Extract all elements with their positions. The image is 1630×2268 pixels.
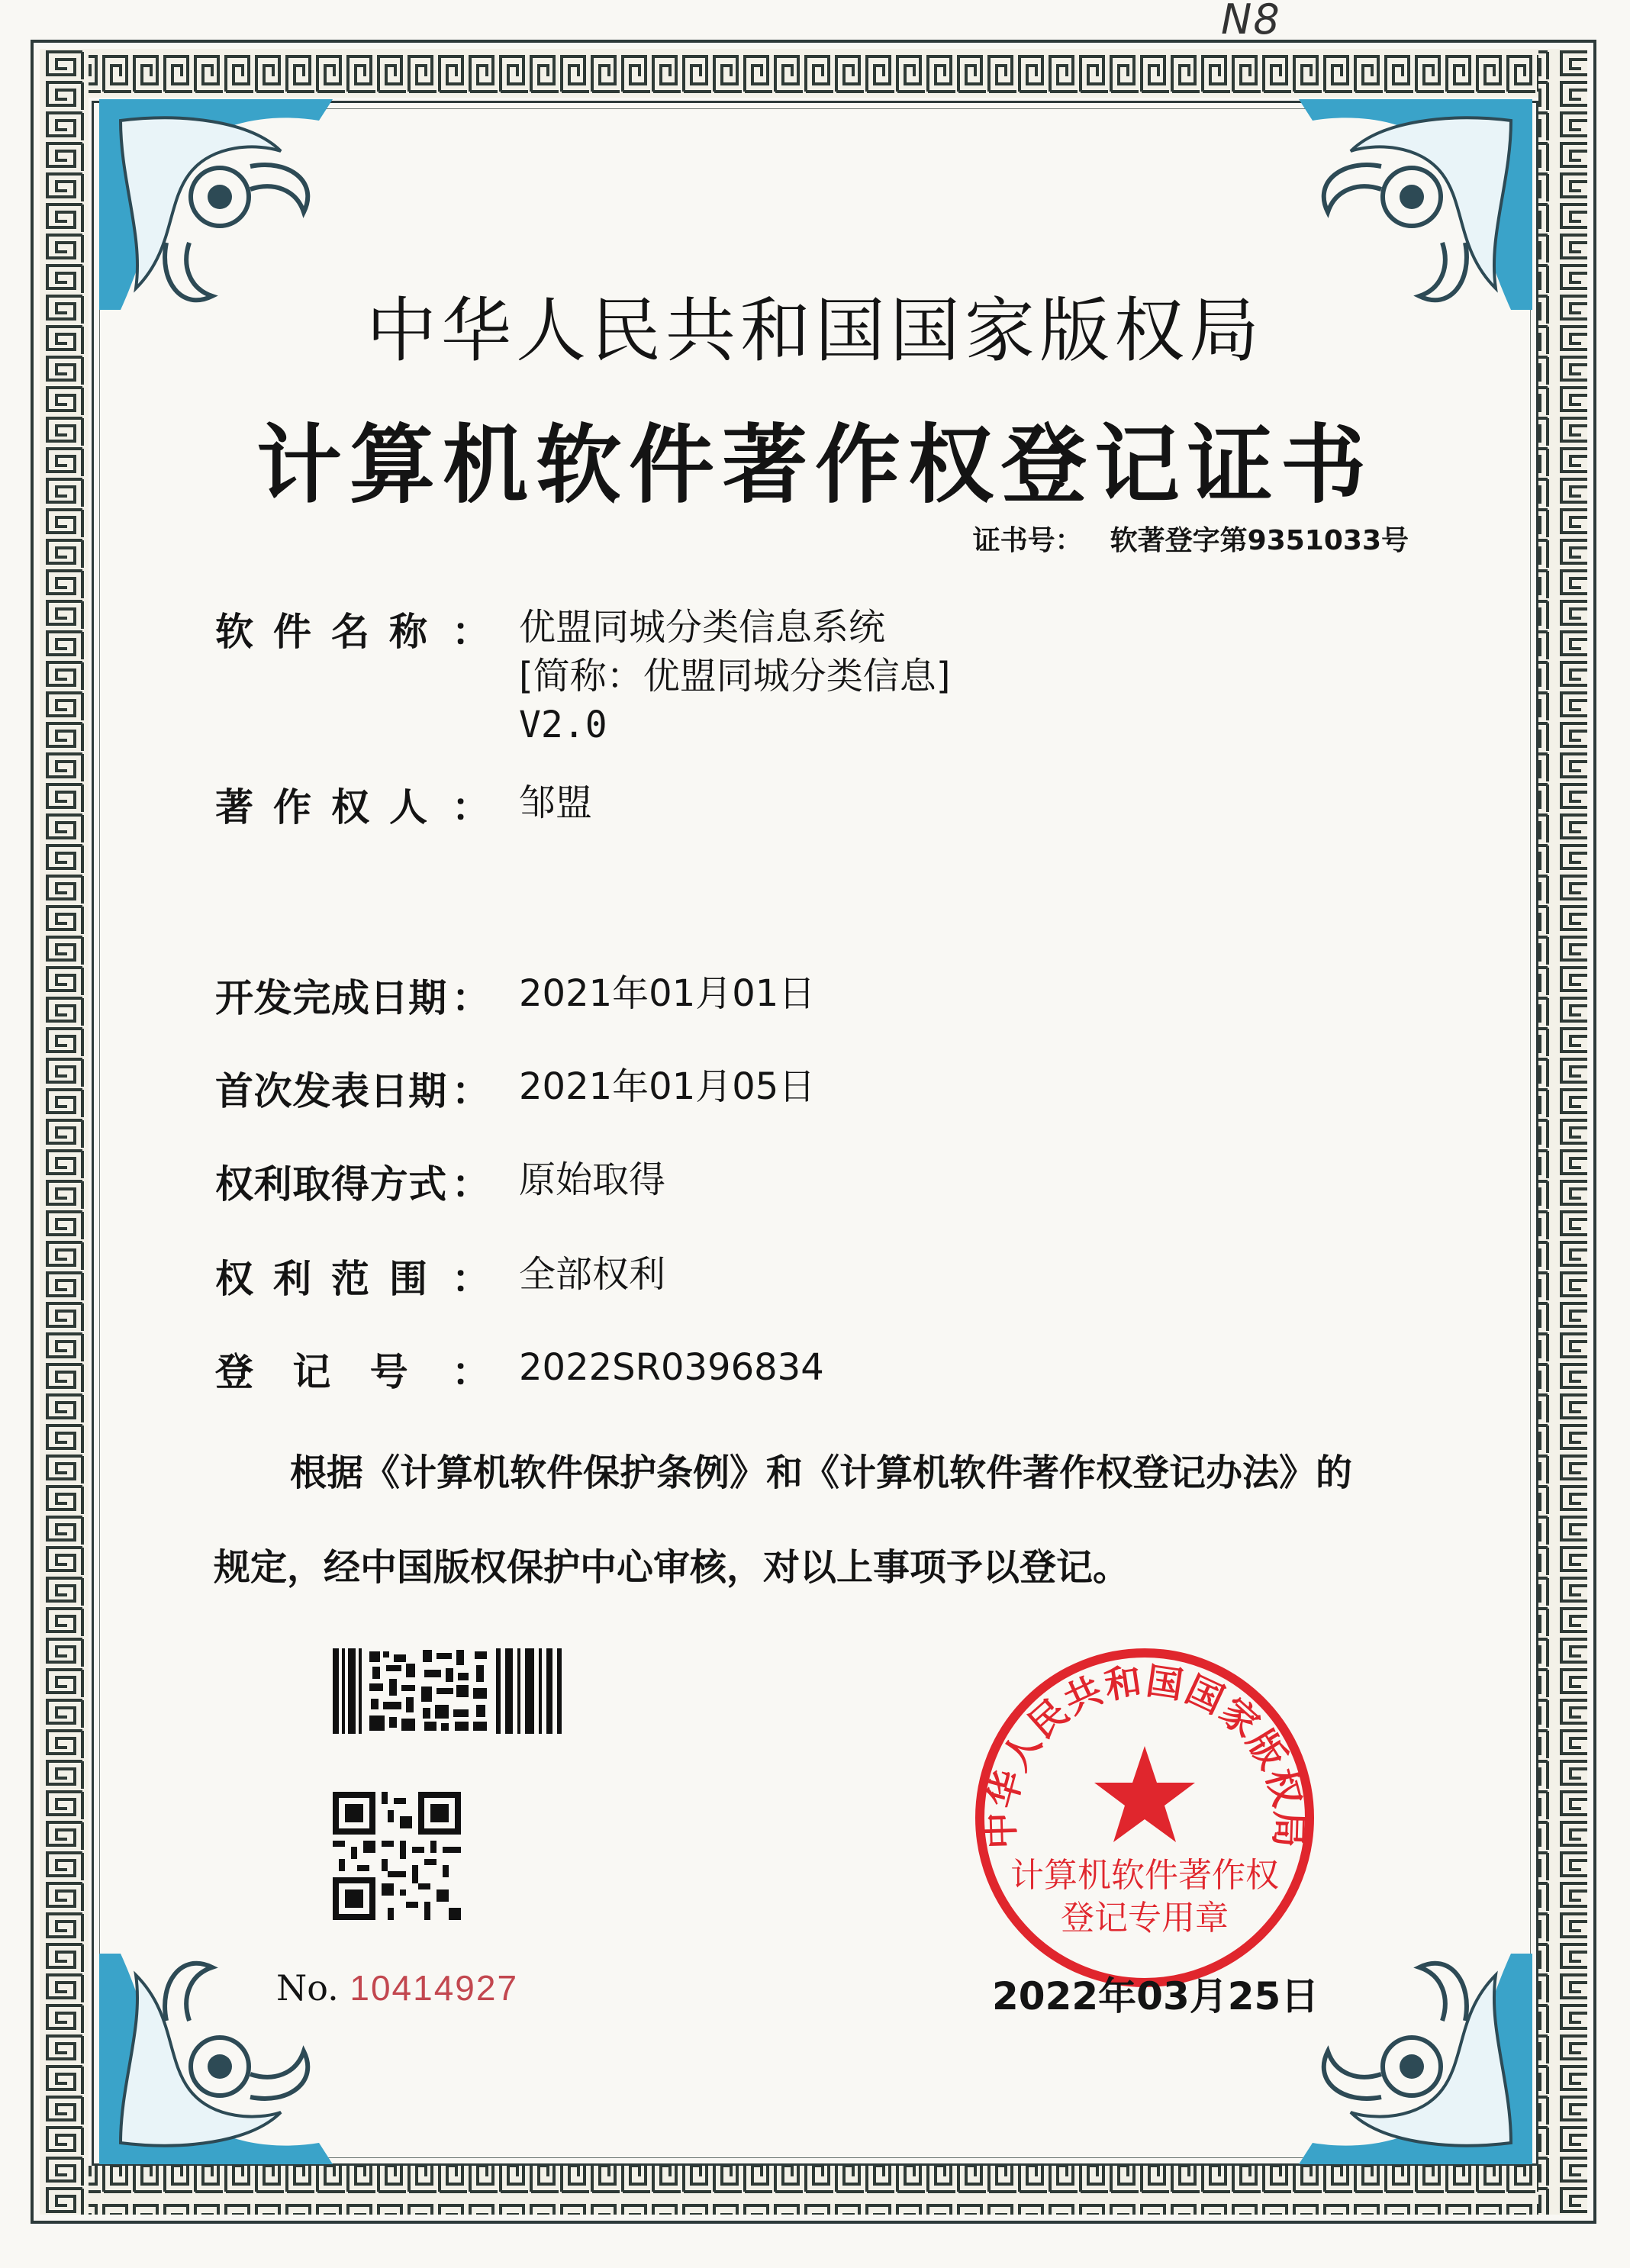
serial-number-value: 10414927 (350, 1968, 519, 2008)
official-seal (968, 1641, 1322, 1995)
qr-code-icon (333, 1792, 461, 1920)
dev-completion-date-label: 开 发 完 成 日 期 ： (215, 976, 490, 1020)
barcode-icon (333, 1648, 563, 1734)
statement-line-1: 根据《计算机软件保护条例》和《计算机软件著作权登记办法》的 (290, 1451, 1353, 1494)
dev-completion-date-value: 2021年01月01日 (519, 972, 816, 1015)
rights-acquisition-value: 原始取得 (519, 1158, 666, 1201)
software-name-line: 优盟同城分类信息系统 (519, 606, 886, 649)
rights-scope-label: 权 利 范 围 ： (215, 1257, 490, 1301)
serial-prefix: No. (276, 1967, 339, 2009)
corner-ornament-icon (1290, 1944, 1541, 2173)
seal-line-2: 登记专用章 (1061, 1899, 1229, 1938)
first-publish-date-label: 首 次 发 表 日 期 ： (215, 1069, 490, 1113)
software-name-label: 软 件 名 称 ： (215, 610, 490, 654)
rights-acquisition-label: 权 利 取 得 方 式 ： (215, 1162, 490, 1206)
statement-line-2: 规定，经中国版权保护中心审核，对以上事项予以登记。 (214, 1546, 1130, 1589)
copyright-owner-label: 著 作 权 人 ： (215, 785, 490, 830)
certificate-title: 计算机软件著作权登记证书 (256, 416, 1374, 515)
software-version-line: V2.0 (519, 704, 607, 746)
handwritten-annotation: N8 (1221, 0, 1281, 43)
first-publish-date-value: 2021年01月05日 (519, 1065, 816, 1108)
star-icon (1094, 1746, 1195, 1842)
software-short-name-line: [简称：优盟同城分类信息] (519, 655, 951, 697)
copyright-owner-value: 邹盟 (519, 781, 593, 824)
certificate-number-value: 软著登字第9351033号 (1110, 525, 1409, 556)
certificate-number (973, 519, 1409, 558)
issuer-title: 中华人民共和国国家版权局 (366, 290, 1264, 372)
certificate-number-label: 证书号： (972, 525, 1083, 556)
issue-date: 2022年03月25日 (992, 1974, 1319, 2018)
registration-number-value: 2022SR0396834 (519, 1346, 824, 1389)
serial-number (276, 1967, 518, 2009)
seal-ring-text: 中华人民共和国国家版权局 (979, 1659, 1310, 1850)
seal-line-1: 计算机软件著作权 (1010, 1856, 1279, 1895)
rights-scope-value: 全部权利 (519, 1253, 666, 1296)
registration-number-label: 登 记 号 ： (215, 1350, 490, 1394)
software-name-value (519, 603, 950, 749)
